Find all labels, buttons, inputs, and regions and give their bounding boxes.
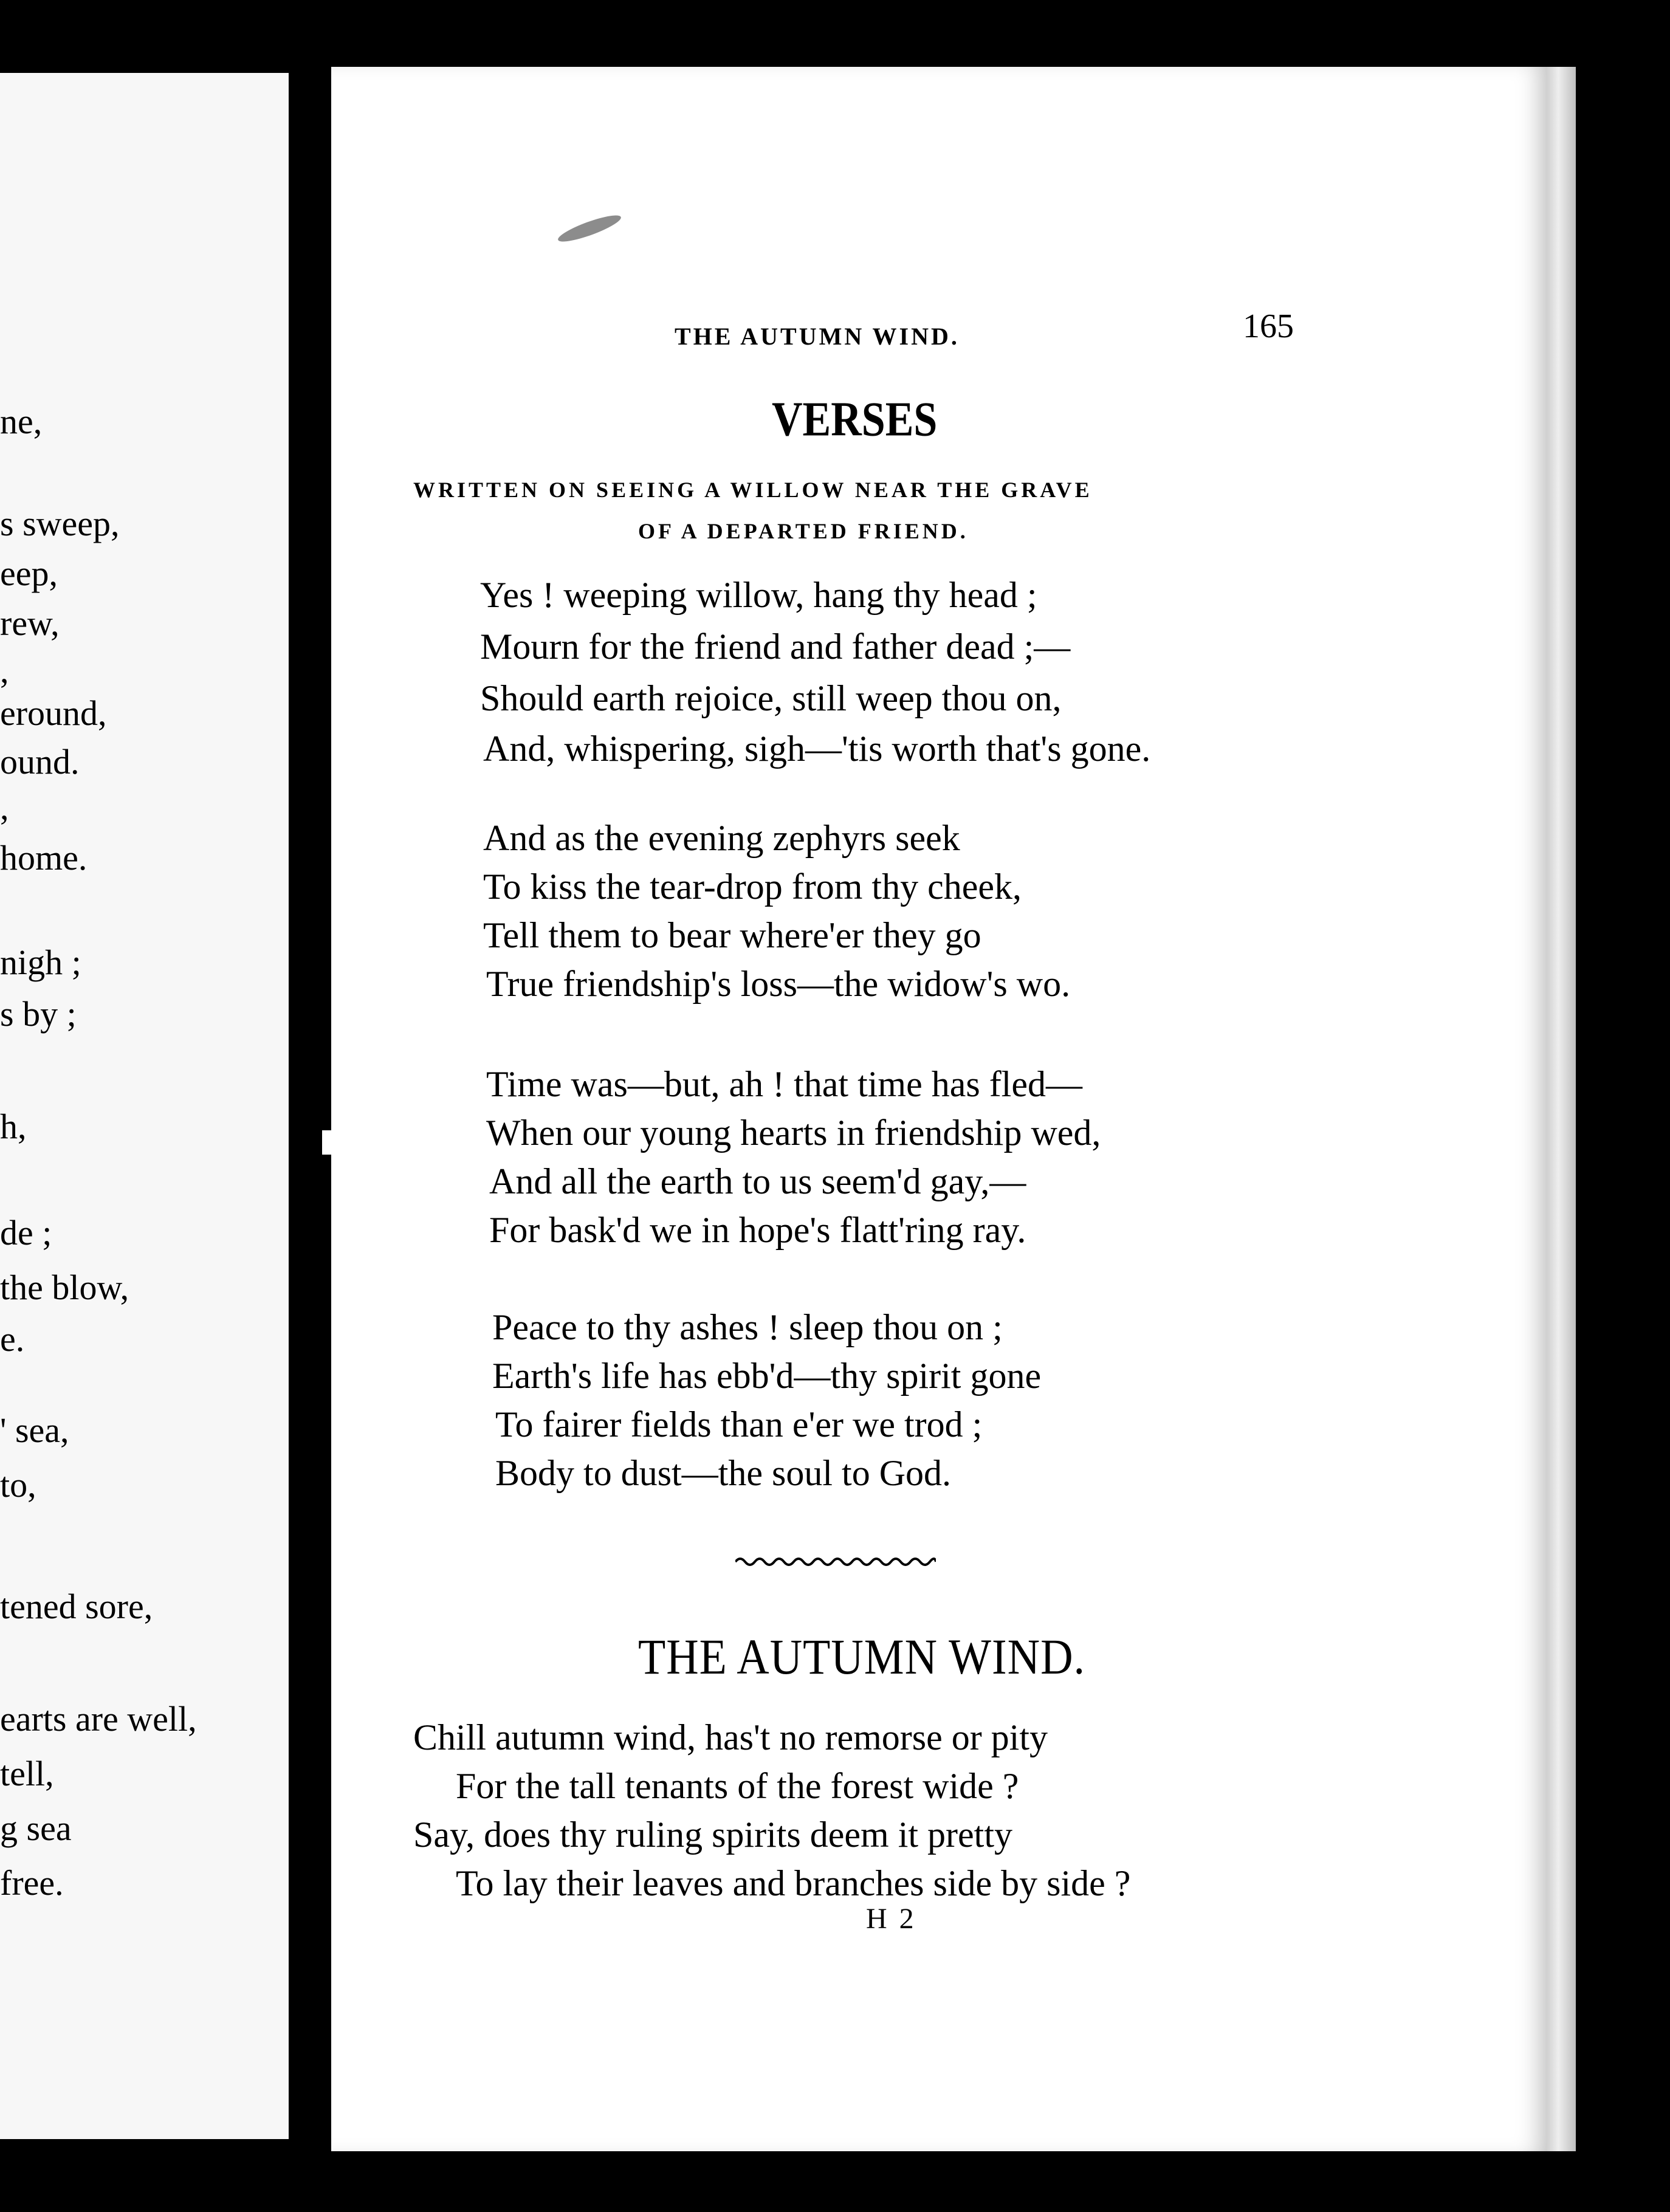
left-page-line: g sea	[0, 1808, 72, 1848]
left-page-line: tell,	[0, 1754, 54, 1793]
poem-line: To fairer fields than e'er we trod ;	[495, 1404, 983, 1444]
left-page-line: ' sea,	[0, 1410, 69, 1450]
poem-subtitle: WRITTEN ON SEEING A WILLOW NEAR THE GRAVE	[413, 478, 1093, 502]
left-page-line: the blow,	[0, 1268, 129, 1307]
poem-line: For bask'd we in hope's flatt'ring ray.	[489, 1210, 1026, 1250]
poem-line: Yes ! weeping willow, hang thy head ;	[480, 575, 1037, 615]
poem-line: Body to dust—the soul to God.	[495, 1453, 952, 1493]
poem-line: Mourn for the friend and father dead ;—	[480, 627, 1071, 667]
poem-line: And as the evening zephyrs seek	[483, 818, 960, 858]
left-page-line: nigh ;	[0, 943, 81, 982]
poem-line: Tell them to bear where'er they go	[483, 915, 981, 955]
poem-line: And all the earth to us seem'd gay,—	[489, 1161, 1026, 1201]
left-page-line: h,	[0, 1107, 27, 1146]
left-page-line: tened sore,	[0, 1587, 153, 1626]
left-page-line: ne,	[0, 402, 43, 441]
left-page-line: earts are well,	[0, 1699, 197, 1739]
poem-title: THE AUTUMN WIND.	[638, 1629, 1086, 1685]
left-page-line: de ;	[0, 1213, 52, 1252]
left-page-line: eround,	[0, 693, 107, 733]
poem-line: Chill autumn wind, has't no remorse or pity	[413, 1717, 1048, 1757]
left-page-line: ,	[0, 788, 9, 827]
left-page-line: ound.	[0, 742, 80, 781]
left-page-line: s sweep,	[0, 504, 120, 543]
poem-line: And, whispering, sigh—'tis worth that's gone.	[483, 729, 1151, 769]
poem-line: To kiss the tear-drop from thy cheek,	[483, 867, 1022, 907]
poem-line: Should earth rejoice, still weep thou on,	[480, 678, 1062, 718]
poem-subtitle: OF A DEPARTED FRIEND.	[638, 519, 969, 543]
poem-line: When our young hearts in friendship wed,	[486, 1113, 1101, 1153]
left-page-line: ,	[0, 651, 9, 690]
poem-line: To lay their leaves and branches side by side ?	[456, 1863, 1131, 1903]
previous-page-fragment	[0, 73, 307, 2139]
left-page-line: s by ;	[0, 994, 77, 1034]
poem-title: VERSES	[772, 393, 938, 447]
left-page-line: home.	[0, 838, 88, 878]
poem-line: Earth's life has ebb'd—thy spirit gone	[492, 1356, 1042, 1396]
left-page-line: eep,	[0, 554, 58, 593]
left-page-line: rew,	[0, 603, 60, 643]
paper-tear	[322, 1130, 333, 1155]
running-head: THE AUTUMN WIND.	[675, 323, 960, 350]
left-page-line: e.	[0, 1319, 25, 1359]
page-edge	[1547, 67, 1576, 2151]
page-number: 165	[1243, 307, 1294, 345]
poem-line: Peace to thy ashes ! sleep thou on ;	[492, 1307, 1003, 1347]
left-page-line: free.	[0, 1863, 64, 1903]
poem-line: Say, does thy ruling spirits deem it pretty	[413, 1815, 1012, 1855]
poem-line: True friendship's loss—the widow's wo.	[486, 964, 1071, 1004]
poem-line: Time was—but, ah ! that time has fled—	[486, 1064, 1082, 1104]
signature-mark: H 2	[866, 1903, 916, 1935]
left-page-line: to,	[0, 1465, 36, 1505]
poem-line: For the tall tenants of the forest wide ?	[456, 1766, 1019, 1806]
wavy-rule-ornament	[735, 1553, 936, 1571]
